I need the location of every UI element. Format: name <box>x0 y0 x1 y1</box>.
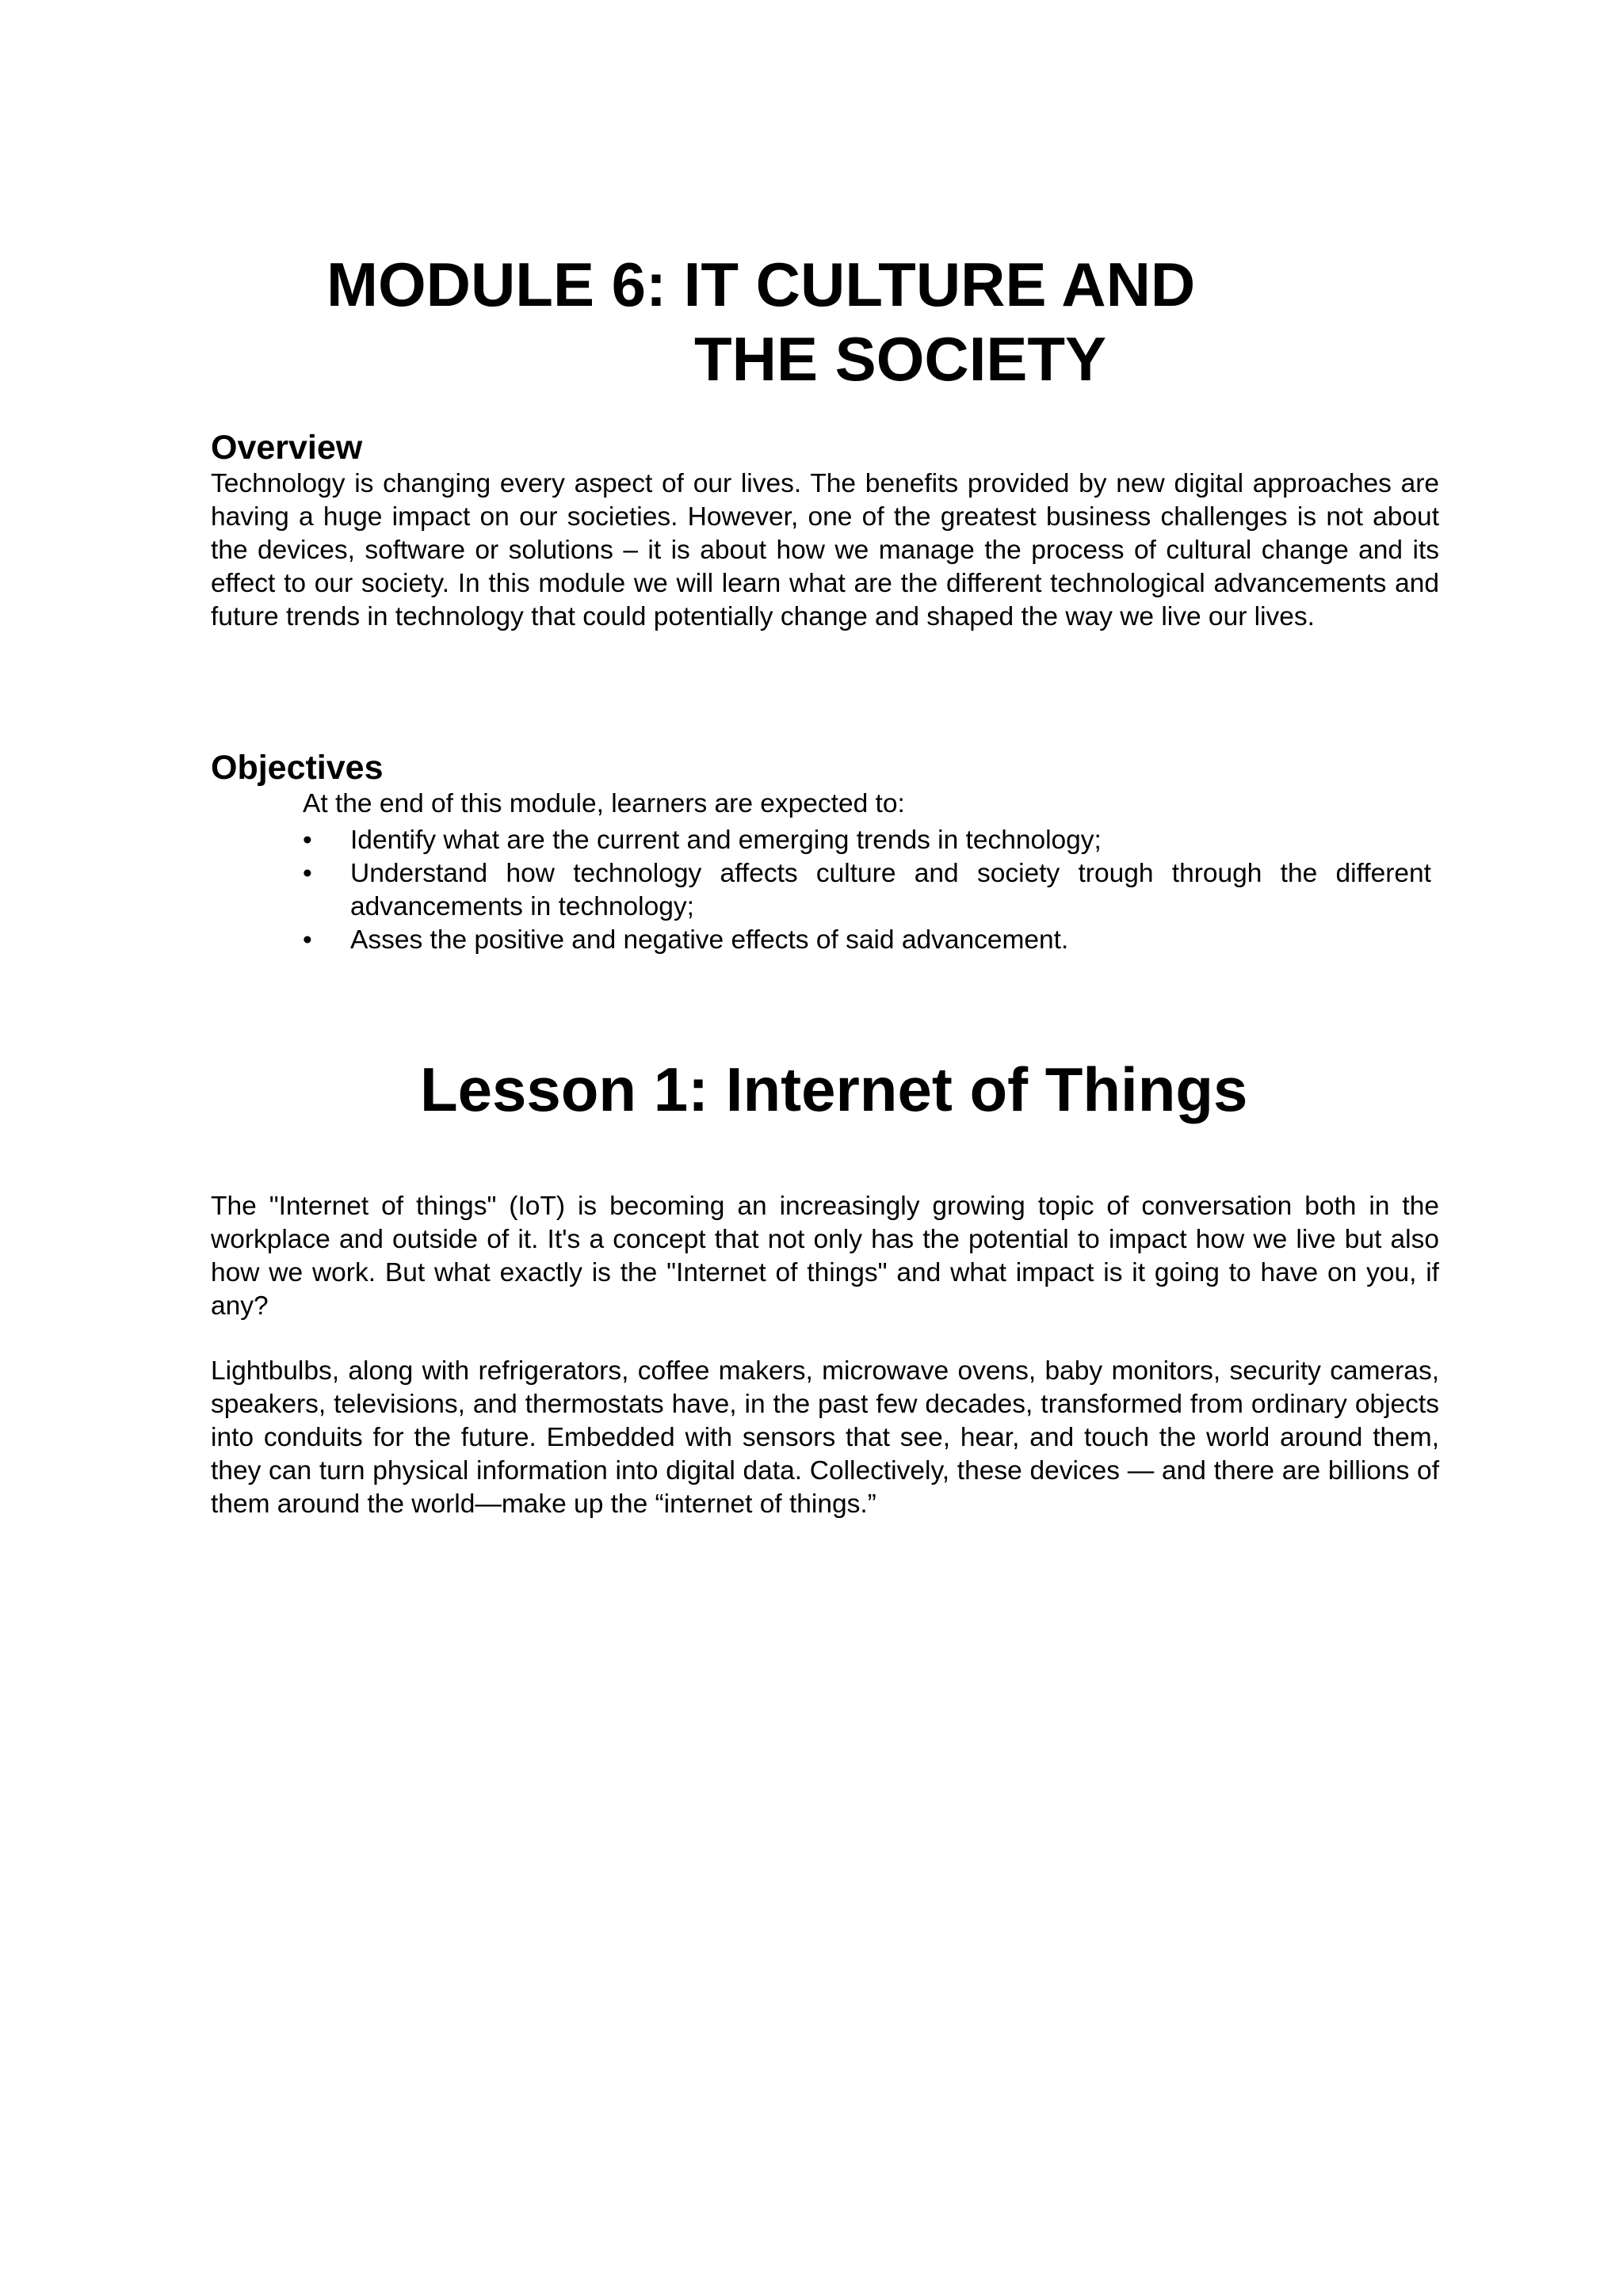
objective-text: Asses the positive and negative effects of said advancement. <box>350 925 1069 955</box>
lesson-paragraph-1: The "Internet of things" (IoT) is becoming an increasingly growing topic of conversation both in the workplace and outside of it. It's a concept that not only has the potential to impact how we live but also how we work. But what exactly is the "Internet of things" and what impact is it going to have on you, if any? <box>211 1192 1439 1321</box>
module-title-line-1: MODULE 6: IT CULTURE AND <box>327 250 1196 319</box>
objective-text: Understand how technology affects culture and society trough through the different advancements in technology; <box>350 859 1431 921</box>
bullet-icon: • <box>303 826 312 855</box>
lesson-paragraph-2: Lightbulbs, along with refrigerators, coffee makers, microwave ovens, baby monitors, security cameras, speakers, televisions, and thermostats have, in the past few decades, transformed from ordinary objects into conduits for the future. Embedded with sensors that see, hear, and touch the world around them, they can turn physical information into digital data. Collectively, these devices — and there are billions of them around the world—make up the “internet of things.” <box>211 1356 1439 1519</box>
objectives-intro: At the end of this module, learners are expected to: <box>303 789 905 818</box>
objective-item <box>303 924 1431 957</box>
lesson-title: Lesson 1: Internet of Things <box>420 1055 1248 1124</box>
module-title-line-2: THE SOCIETY <box>694 324 1107 394</box>
bullet-icon: • <box>303 859 312 888</box>
objectives-heading: Objectives <box>211 749 384 787</box>
overview-heading: Overview <box>211 429 363 467</box>
objectives-list <box>303 824 1431 957</box>
objective-text: Identify what are the current and emerging trends in technology; <box>350 826 1102 855</box>
objective-item <box>303 824 1431 857</box>
objective-item <box>303 857 1431 924</box>
bullet-icon: • <box>303 925 312 955</box>
overview-paragraph: Technology is changing every aspect of our lives. The benefits provided by new digital approaches are having a huge impact on our societies. However, one of the greatest business challenges is not about the devices, software or solutions – it is about how we manage the process of cultural change and its effect to our society. In this module we will learn what are the different technological advancements and future trends in technology that could potentially change and shaped the way we live our lives. <box>211 469 1439 631</box>
module-title <box>0 247 1623 396</box>
